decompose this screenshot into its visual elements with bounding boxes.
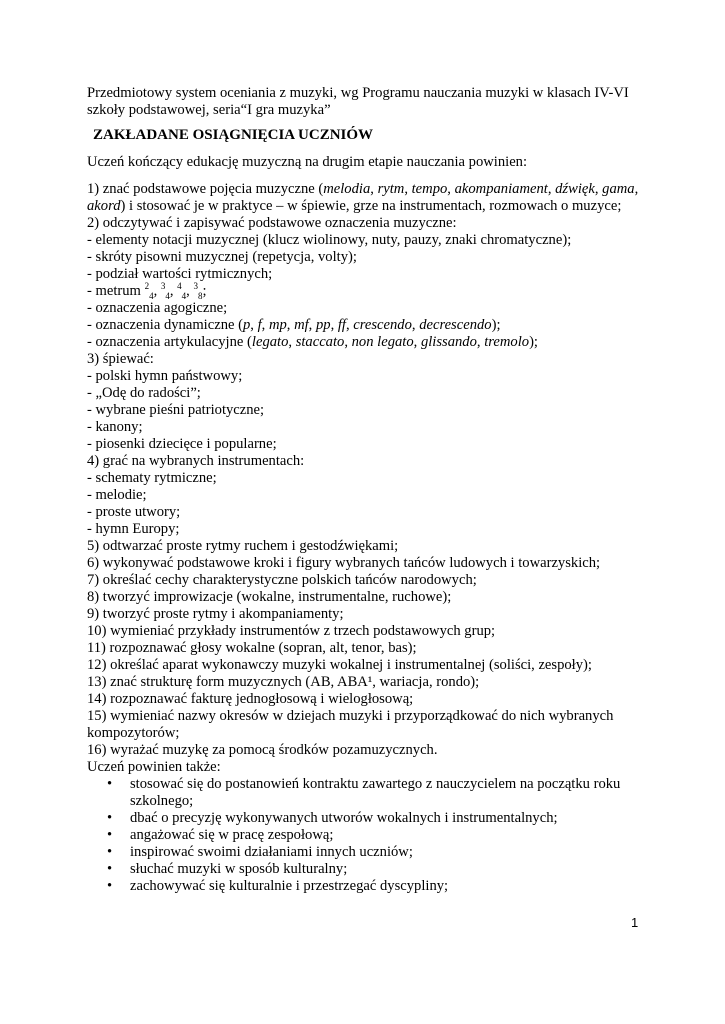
separator: , — [476, 334, 485, 350]
page-number: 1 — [631, 915, 639, 930]
item-10: 10) wymieniać przykłady instrumentów z trzech podstawowych grup; — [87, 623, 496, 639]
separator: , — [169, 283, 178, 299]
separator: , — [413, 334, 421, 350]
item-2-sub-2: - skróty pisowni muzycznej (repetycja, volty); — [87, 249, 357, 265]
term-staccato: staccato — [295, 334, 345, 350]
intro-text: Uczeń kończący edukację muzyczną na drugim etapie nauczania powinien: — [87, 154, 528, 170]
separator: , — [404, 181, 412, 197]
separator: , — [370, 181, 378, 197]
list-item-text: dbać o precyzję wykonywanych utworów wokalnych i instrumentalnych; — [130, 810, 558, 826]
list-item — [87, 844, 647, 861]
item-15-cont: kompozytorów; — [87, 725, 180, 741]
list-item — [87, 861, 647, 878]
term-mf: mf — [294, 317, 309, 333]
separator: , — [344, 334, 352, 350]
item-4: 4) grać na wybranych instrumentach: — [87, 453, 305, 469]
list-item-text: stosować się do postanowień kontraktu zawartego z nauczycielem na początku roku — [130, 776, 621, 792]
separator: , — [330, 317, 338, 333]
bullet-icon: • — [107, 810, 113, 826]
term-melodia: melodia — [323, 181, 371, 197]
separator: , — [634, 181, 639, 197]
bullet-icon: • — [107, 827, 113, 843]
term-mp: mp — [268, 317, 287, 333]
separator: ); — [491, 317, 501, 333]
list-item-text: angażować się w pracę zespołową; — [130, 827, 334, 843]
dynamic-line — [87, 317, 647, 334]
item-12: 12) określać aparat wykonawczy muzyki wokalnej i instrumentalnej (soliści, zespoły); — [87, 657, 592, 673]
separator: , — [186, 283, 194, 299]
time-signature-bottom: 8 — [197, 290, 203, 301]
also-heading: Uczeń powinien także: — [87, 759, 221, 775]
list-item-text-cont: szkolnego; — [130, 793, 194, 809]
term-f: f — [257, 317, 262, 333]
time-signature-top: 2 — [144, 281, 150, 292]
item-1 — [87, 181, 647, 215]
item-6: 6) wykonywać podstawowe kroki i figury wybranych tańców ludowych i towarzyskich; — [87, 555, 601, 571]
separator: , — [261, 317, 269, 333]
list-item-text: słuchać muzyki w sposób kulturalny; — [130, 861, 348, 877]
separator: , — [250, 317, 258, 333]
item-3-sub-4: - kanony; — [87, 419, 143, 435]
agogic-line: - oznaczenia agogiczne; — [87, 300, 228, 316]
list-item — [87, 878, 647, 895]
metrum-label: - metrum — [87, 283, 145, 299]
separator: , — [345, 317, 354, 333]
item-3: 3) śpiewać: — [87, 351, 154, 367]
item-4-sub-3: - proste utwory; — [87, 504, 181, 520]
section-heading: ZAKŁADANE OSIĄGNIĘCIA UCZNIÓW — [93, 127, 374, 143]
term-dzwiek: dźwięk — [555, 181, 595, 197]
document-body — [87, 85, 647, 895]
item-1-line-1 — [87, 181, 647, 198]
item-3-sub-3: - wybrane pieśni patriotyczne; — [87, 402, 265, 418]
document-title-line-2: szkoły podstawowej, seria“I gra muzyka” — [87, 102, 331, 118]
time-signature-top: 3 — [160, 281, 166, 292]
item-8: 8) tworzyć improwizacje (wokalne, instrumentalne, ruchowe); — [87, 589, 452, 605]
term-crescendo: crescendo — [353, 317, 412, 333]
separator: , — [594, 181, 603, 197]
list-item — [87, 827, 647, 844]
item-3-sub-1: - polski hymn państwowy; — [87, 368, 243, 384]
item-5: 5) odtwarzać proste rytmy ruchem i gestodźwiękami; — [87, 538, 399, 554]
term-tempo: tempo — [411, 181, 448, 197]
item-2-sub-3: - podział wartości rytmicznych; — [87, 266, 273, 282]
separator: , — [153, 283, 161, 299]
term-tremolo: tremolo — [484, 334, 530, 350]
term-pp: pp — [315, 317, 331, 333]
term-akompaniament: akompaniament — [454, 181, 548, 197]
term-akord: akord — [87, 198, 121, 214]
separator: , — [308, 317, 316, 333]
separator: ; — [202, 283, 207, 299]
articulation-line — [87, 334, 647, 351]
time-signature-top: 4 — [177, 281, 182, 292]
term-non-legato: non legato — [351, 334, 414, 350]
separator: ); — [529, 334, 538, 350]
term-gama: gama — [602, 181, 635, 197]
dynamic-label: - oznaczenia dynamiczne ( — [87, 317, 243, 333]
term-rytm: rytm — [377, 181, 405, 197]
time-signature-bottom: 4 — [181, 290, 187, 301]
bullet-icon: • — [107, 861, 113, 877]
metrum-line — [87, 283, 647, 300]
term-glissando: glissando — [420, 334, 477, 350]
time-signature-bottom: 4 — [149, 290, 154, 301]
item-1-line-2 — [87, 198, 647, 215]
list-item-text: inspirować swoimi działaniami innych uczniów; — [130, 844, 413, 860]
list-item — [87, 810, 647, 827]
separator: , — [286, 317, 295, 333]
time-signature-bottom: 4 — [165, 290, 170, 301]
item-9: 9) tworzyć proste rytmy i akompaniamenty; — [87, 606, 344, 622]
item-4-sub-1: - schematy rytmiczne; — [87, 470, 217, 486]
time-signature-top: 3 — [193, 281, 198, 292]
item-4-sub-4: - hymn Europy; — [87, 521, 180, 537]
item-1-text-a: 1) znać podstawowe pojęcia muzyczne ( — [87, 181, 324, 197]
separator: , — [288, 334, 296, 350]
articulation-label: - oznaczenia artykulacyjne ( — [87, 334, 252, 350]
list-item — [87, 776, 647, 810]
item-1-text-b: ) i stosować je w praktyce – w śpiewie, grze na instrumentach, rozmowach o muzyce; — [120, 198, 622, 214]
bullet-icon: • — [107, 844, 113, 860]
term-p: p — [242, 317, 251, 333]
item-16: 16) wyrażać muzykę za pomocą środków pozamuzycznych. — [87, 742, 438, 758]
document-title-line-1: Przedmiotowy system oceniania z muzyki, wg Programu nauczania muzyki w klasach IV-VI — [87, 85, 629, 101]
item-2-sub-1: - elementy notacji muzycznej (klucz wiolinowy, nuty, pauzy, znaki chromatyczne); — [87, 232, 572, 248]
item-2: 2) odczytywać i zapisywać podstawowe oznaczenia muzyczne: — [87, 215, 457, 231]
separator: , — [547, 181, 556, 197]
separator: , — [447, 181, 455, 197]
item-14: 14) rozpoznawać fakturę jednogłosową i wielogłosową; — [87, 691, 414, 707]
item-13: 13) znać strukturę form muzycznych (AB, ABA¹, wariacja, rondo); — [87, 674, 480, 690]
bullet-icon: • — [107, 776, 113, 792]
item-3-sub-2: - „Odę do radości”; — [87, 385, 201, 401]
term-legato: legato — [251, 334, 289, 350]
bullet-list — [87, 776, 647, 895]
separator: , — [411, 317, 420, 333]
item-4-sub-2: - melodie; — [87, 487, 147, 503]
list-item-text: zachowywać się kulturalnie i przestrzegać dyscypliny; — [130, 878, 449, 894]
term-ff: ff — [337, 317, 346, 333]
item-3-sub-5: - piosenki dziecięce i popularne; — [87, 436, 277, 452]
item-11: 11) rozpoznawać głosy wokalne (sopran, alt, tenor, bas); — [87, 640, 417, 656]
item-15: 15) wymieniać nazwy okresów w dziejach muzyki i przyporządkować do nich wybranych — [87, 708, 614, 724]
term-decrescendo: decrescendo — [419, 317, 492, 333]
item-7: 7) określać cechy charakterystyczne polskich tańców narodowych; — [87, 572, 477, 588]
bullet-icon: • — [107, 878, 113, 894]
